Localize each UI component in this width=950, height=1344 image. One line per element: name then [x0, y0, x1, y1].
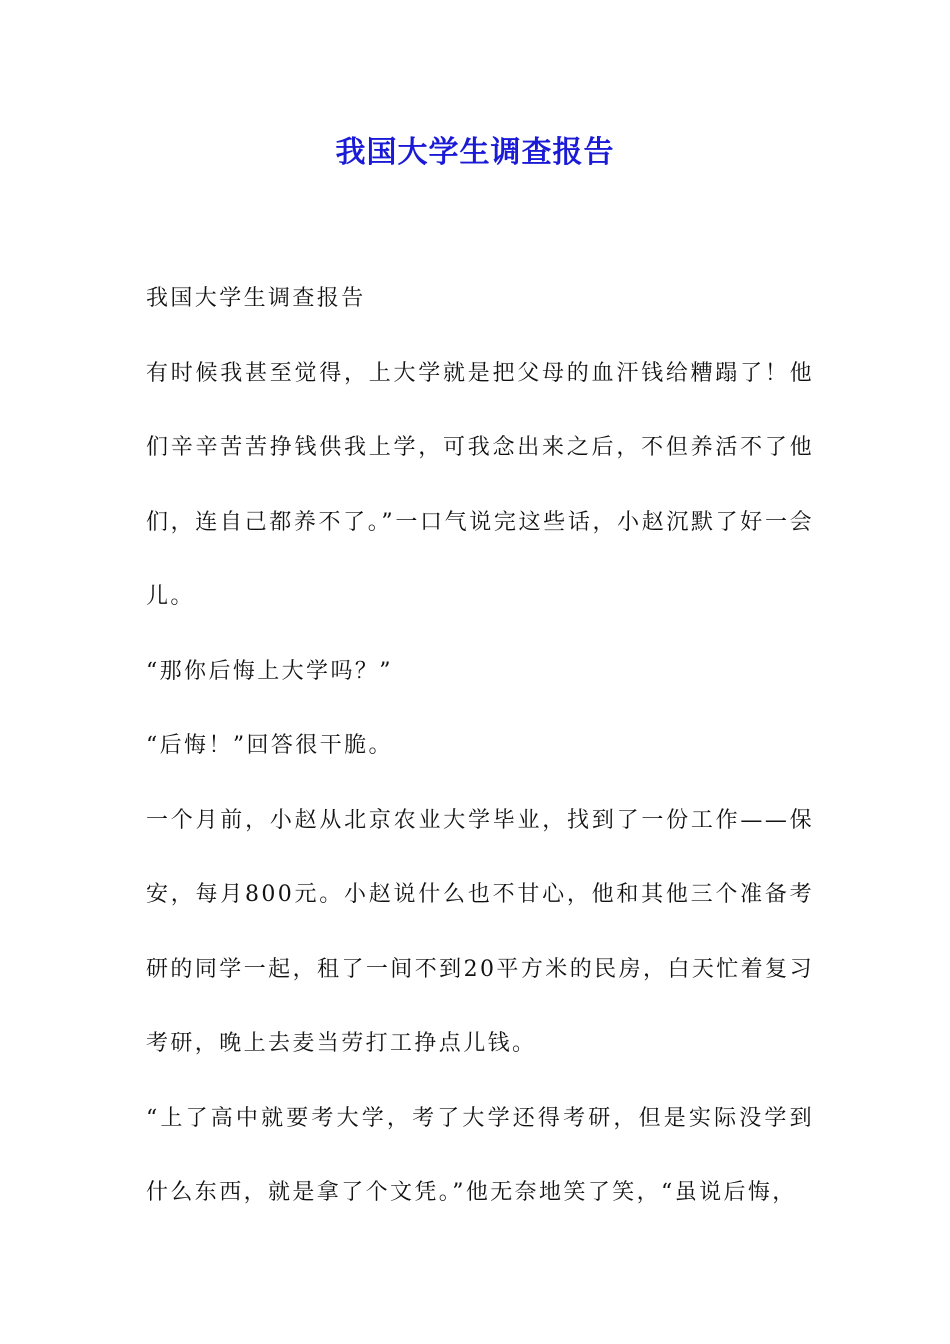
paragraph: “后悔！”回答很干脆。 [146, 733, 393, 758]
paragraph: “那你后悔上大学吗？” [146, 658, 393, 684]
paragraph: 有时候我甚至觉得，上大学就是把父母的血汗钱给糟蹋了！他们辛辛苦苦挣钱供我上学，可我念出来之后，不但养活不了他们，连自己都养不了。”一口气说完这些话，小赵沉默了好一会儿。 [146, 360, 814, 609]
document-body [146, 262, 814, 1231]
document-title: 我国大学生调查报告 [335, 135, 615, 170]
paragraph: 一个月前，小赵从北京农业大学毕业，找到了一份工作——保安，每月800元。小赵说什么也不甘心，他和其他三个准备考研的同学一起，租了一间不到20平方米的民房，白天忙着复习考研，晚上去麦当劳打工挣点儿钱。 [146, 807, 814, 1056]
paragraph: “上了高中就要考大学，考了大学还得考研，但是实际没学到什么东西，就是拿了个文凭。”他无奈地笑了笑，“虽说后悔， [146, 1105, 814, 1205]
paragraph-subtitle: 我国大学生调查报告 [146, 286, 366, 311]
